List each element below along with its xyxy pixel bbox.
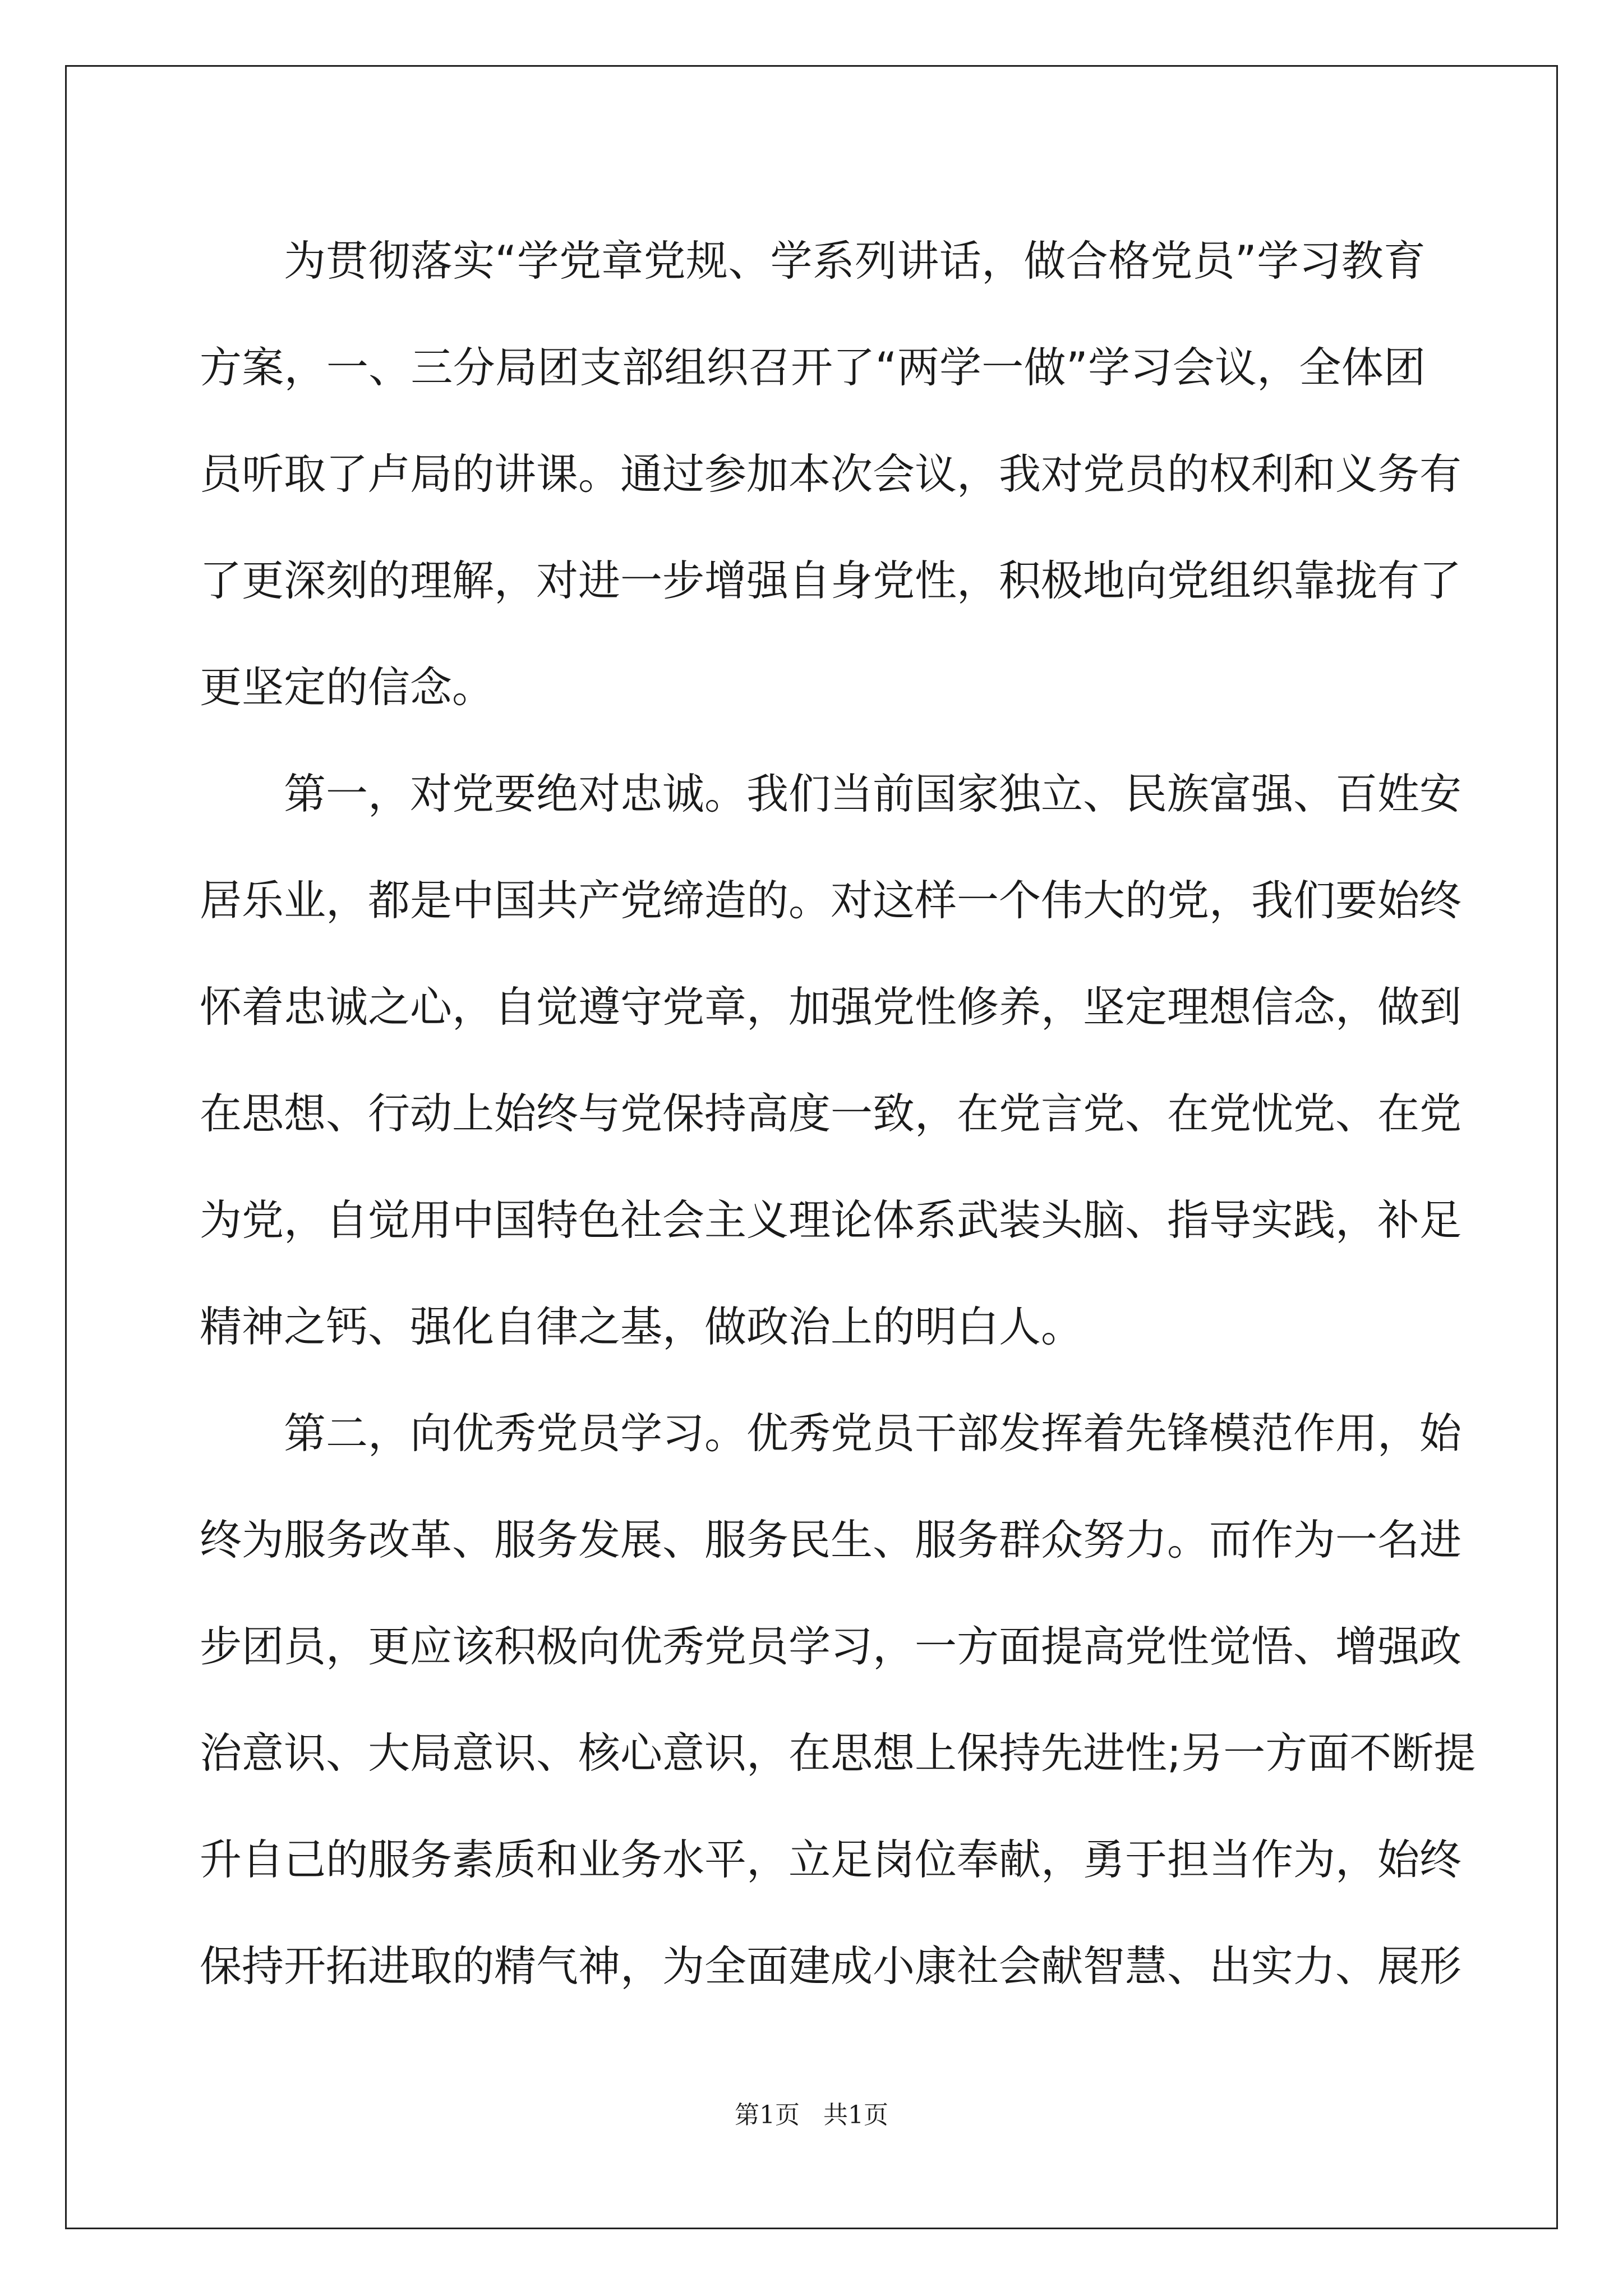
paragraph-3-line-6: 保持开拓进取的精气神，为全面建成小康社会献智慧、出实力、展形: [200, 1941, 1462, 1991]
paragraph-3-line-1: 第二，向优秀党员学习。优秀党员干部发挥着先锋模范作用，始: [284, 1409, 1462, 1458]
paragraph-2-line-2: 居乐业，都是中国共产党缔造的。对这样一个伟大的党，我们要始终: [200, 876, 1462, 925]
paragraph-1-line-2: 方案，一、三分局团支部组织召开了“两学一做”学习会议，全体团: [200, 343, 1426, 392]
paragraph-2-line-3: 怀着忠诚之心，自觉遵守党章，加强党性修养，坚定理想信念，做到: [200, 982, 1462, 1032]
paragraph-1-line-4: 了更深刻的理解，对进一步增强自身党性，积极地向党组织靠拢有了: [200, 556, 1462, 605]
paragraph-1-line-5: 更坚定的信念。: [200, 662, 495, 712]
paragraph-2-line-4: 在思想、行动上始终与党保持高度一致，在党言党、在党忧党、在党: [200, 1089, 1462, 1138]
paragraph-2-line-5: 为党，自觉用中国特色社会主义理论体系武装头脑、指导实践，补足: [200, 1195, 1462, 1245]
document-body: [200, 208, 1476, 2019]
paragraph-1-line-1: 为贯彻落实“学党章党规、学系列讲话，做合格党员”学习教育: [284, 236, 1426, 286]
paragraph-3-line-2: 终为服务改革、服务发展、服务民生、服务群众努力。而作为一名进: [200, 1515, 1462, 1565]
paragraph-2-line-1: 第一，对党要绝对忠诚。我们当前国家独立、民族富强、百姓安: [284, 769, 1462, 818]
page-number-footer: 第1页 共1页: [735, 2101, 888, 2129]
paragraph-3-line-5: 升自己的服务素质和业务水平，立足岗位奉献，勇于担当作为，始终: [200, 1835, 1462, 1884]
paragraph-1-line-3: 员听取了卢局的讲课。通过参加本次会议，我对党员的权利和义务有: [200, 449, 1462, 499]
paragraph-2-line-6: 精神之钙、强化自律之基，做政治上的明白人。: [200, 1302, 1083, 1351]
paragraph-3-line-4: 治意识、大局意识、核心意识，在思想上保持先进性;另一方面不断提: [200, 1728, 1476, 1778]
paragraph-3-line-3: 步团员，更应该积极向优秀党员学习，一方面提高党性觉悟、增强政: [200, 1622, 1462, 1671]
